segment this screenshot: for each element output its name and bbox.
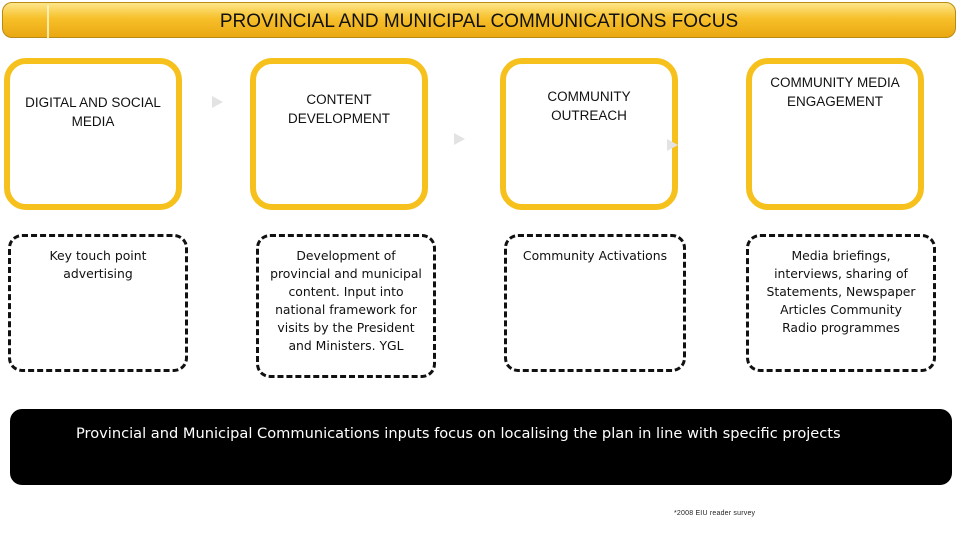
stage-label: COMMUNITY OUTREACH	[547, 89, 631, 123]
arrow-right-icon	[212, 96, 223, 108]
detail-text: Development of provincial and municipal content. Input into national framework for visits by the President and Ministers. YGL	[270, 248, 422, 353]
stage-label: COMMUNITY MEDIA ENGAGEMENT	[770, 75, 900, 109]
detail-text: Media briefings, interviews, sharing of Statements, Newspaper Articles Community Radio programmes	[766, 248, 916, 335]
title-banner	[2, 2, 956, 38]
arrow-right-icon	[667, 139, 678, 151]
stage-box-community-media-engagement	[746, 58, 924, 210]
footnote: *2008 EIU reader survey	[674, 510, 756, 517]
stage-box-community-outreach	[500, 58, 678, 210]
stage-box-content-development	[250, 58, 428, 210]
summary-text: Provincial and Municipal Communications inputs focus on localising the plan in line with specific projects	[76, 425, 841, 442]
detail-text: Community Activations	[522, 248, 668, 263]
detail-box-content-development	[256, 234, 436, 378]
stage-box-digital-social-media	[4, 58, 182, 210]
detail-box-digital-social-media	[8, 234, 188, 372]
detail-text: Key touch point advertising	[49, 248, 147, 281]
stage-label: CONTENT DEVELOPMENT	[287, 92, 391, 126]
arrow-right-icon	[454, 133, 465, 145]
detail-box-community-outreach	[504, 234, 686, 372]
stage-label: DIGITAL AND SOCIAL MEDIA	[25, 95, 161, 129]
page-title: PROVINCIAL AND MUNICIPAL COMMUNICATIONS FOCUS	[219, 11, 739, 32]
detail-box-community-media-engagement	[746, 234, 936, 372]
summary-banner	[10, 409, 952, 485]
